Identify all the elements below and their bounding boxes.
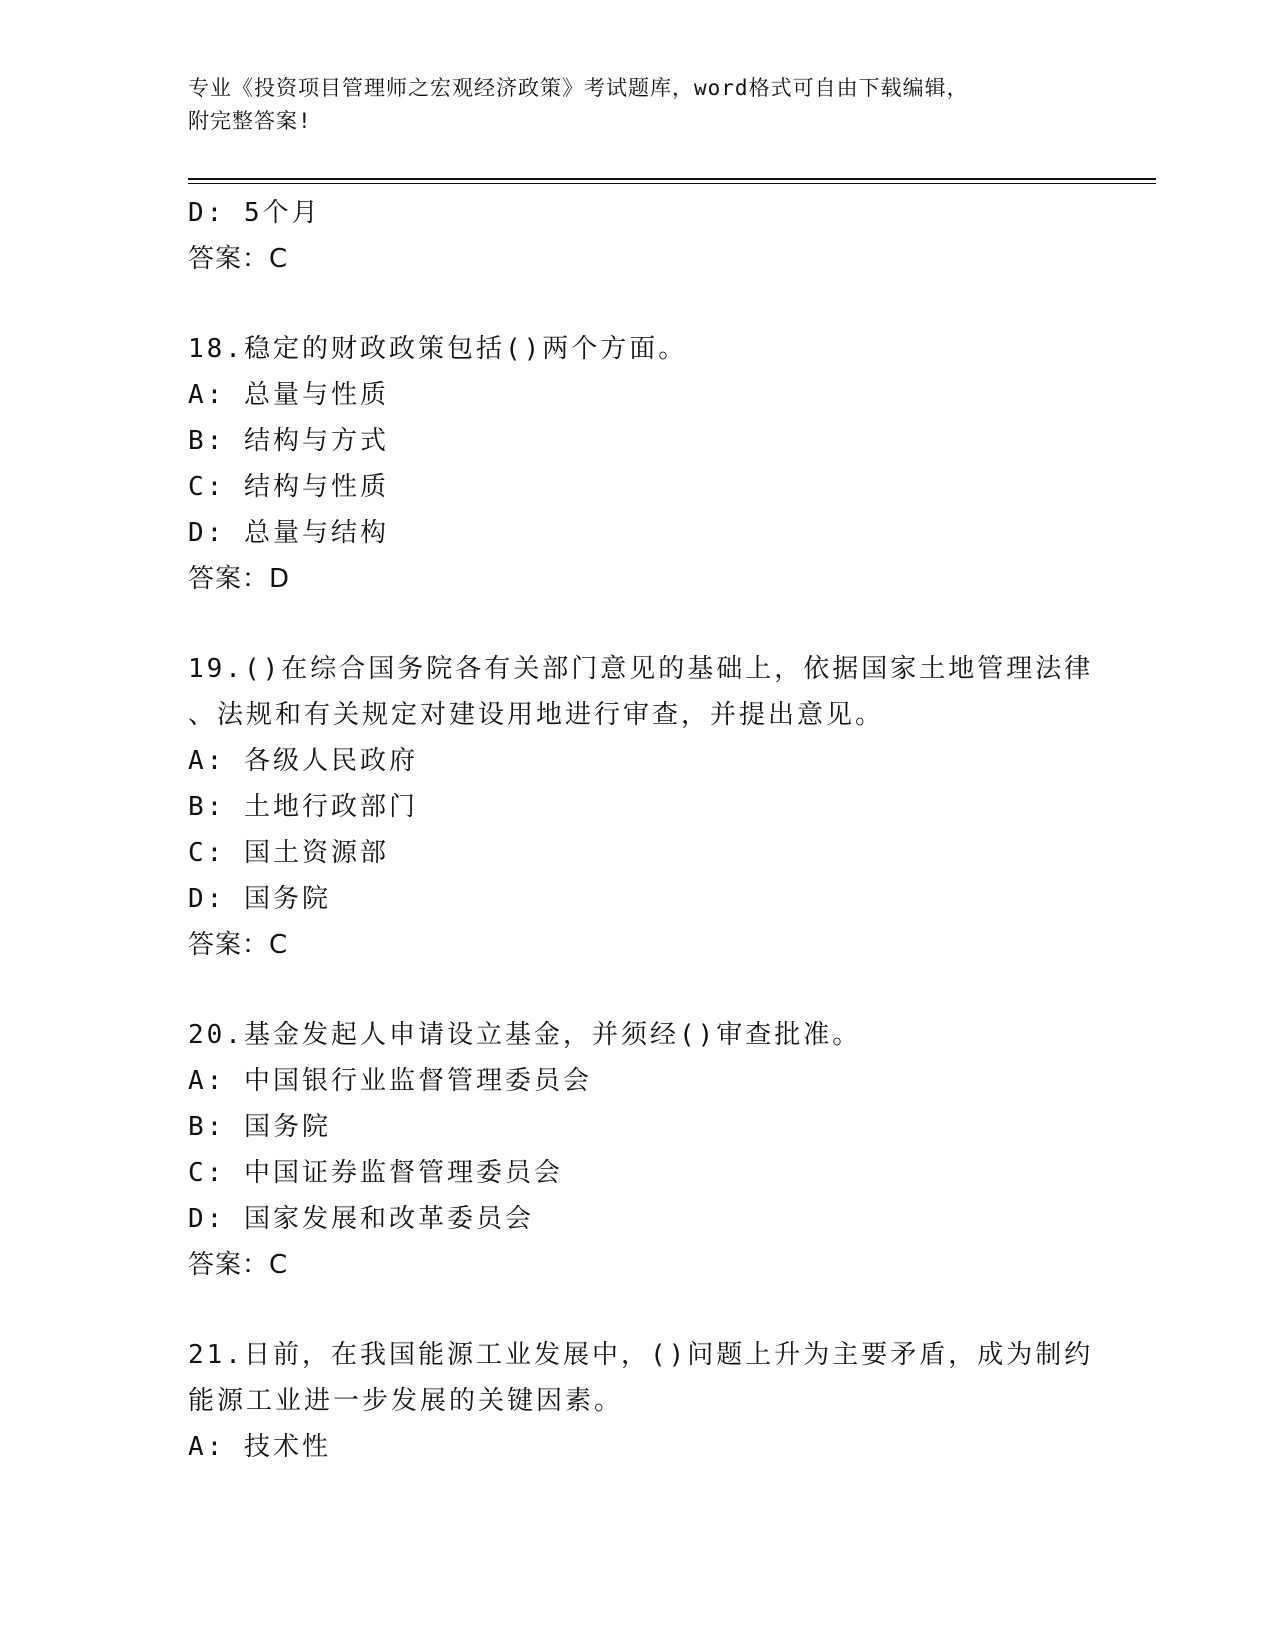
option-a: A: 各级人民政府 bbox=[188, 746, 418, 776]
answer: 答案：C bbox=[188, 930, 289, 960]
option-c: C: 中国证券监督管理委员会 bbox=[188, 1158, 563, 1188]
spacer bbox=[188, 968, 1108, 1012]
answer: 答案：C bbox=[188, 1250, 289, 1280]
answer: 答案：D bbox=[188, 564, 291, 594]
option-b: B: 国务院 bbox=[188, 1112, 331, 1142]
answer: 答案：C bbox=[188, 244, 289, 274]
option-c: C: 国土资源部 bbox=[188, 838, 389, 868]
question-stem-line-1: 21.日前，在我国能源工业发展中，()问题上升为主要矛盾，成为制约 bbox=[188, 1340, 1094, 1370]
option-a: A: 总量与性质 bbox=[188, 380, 389, 410]
option-d: D: 总量与结构 bbox=[188, 518, 389, 548]
header-line-2: 附完整答案! bbox=[188, 109, 312, 133]
question-19 bbox=[188, 646, 1108, 968]
question-18 bbox=[188, 326, 1108, 602]
question-stem-line-2: 能源工业进一步发展的关键因素。 bbox=[188, 1386, 624, 1416]
header-rule-thick bbox=[188, 178, 1156, 180]
question-stem: 20.基金发起人申请设立基金，并须经()审查批准。 bbox=[188, 1020, 862, 1050]
question-17 bbox=[188, 190, 1108, 282]
spacer bbox=[188, 1288, 1108, 1332]
question-21 bbox=[188, 1332, 1108, 1470]
header-rule-thin bbox=[188, 183, 1156, 184]
spacer bbox=[188, 282, 1108, 326]
question-stem-line-2: 、法规和有关规定对建设用地进行审查，并提出意见。 bbox=[188, 700, 885, 730]
spacer bbox=[188, 602, 1108, 646]
option-a: A: 技术性 bbox=[188, 1432, 331, 1462]
option-d: D: 5个月 bbox=[188, 198, 321, 228]
option-a: A: 中国银行业监督管理委员会 bbox=[188, 1066, 592, 1096]
header-line-1: 专业《投资项目管理师之宏观经济政策》考试题库，word格式可自由下载编辑， bbox=[188, 76, 969, 100]
question-20 bbox=[188, 1012, 1108, 1288]
option-c: C: 结构与性质 bbox=[188, 472, 389, 502]
question-stem: 18.稳定的财政政策包括()两个方面。 bbox=[188, 334, 688, 364]
question-list bbox=[188, 190, 1108, 1470]
question-stem-line-1: 19.()在综合国务院各有关部门意见的基础上，依据国家土地管理法律 bbox=[188, 654, 1094, 684]
option-d: D: 国务院 bbox=[188, 884, 331, 914]
document-header bbox=[188, 72, 1088, 138]
option-b: B: 结构与方式 bbox=[188, 426, 389, 456]
option-b: B: 土地行政部门 bbox=[188, 792, 418, 822]
option-d: D: 国家发展和改革委员会 bbox=[188, 1204, 534, 1234]
